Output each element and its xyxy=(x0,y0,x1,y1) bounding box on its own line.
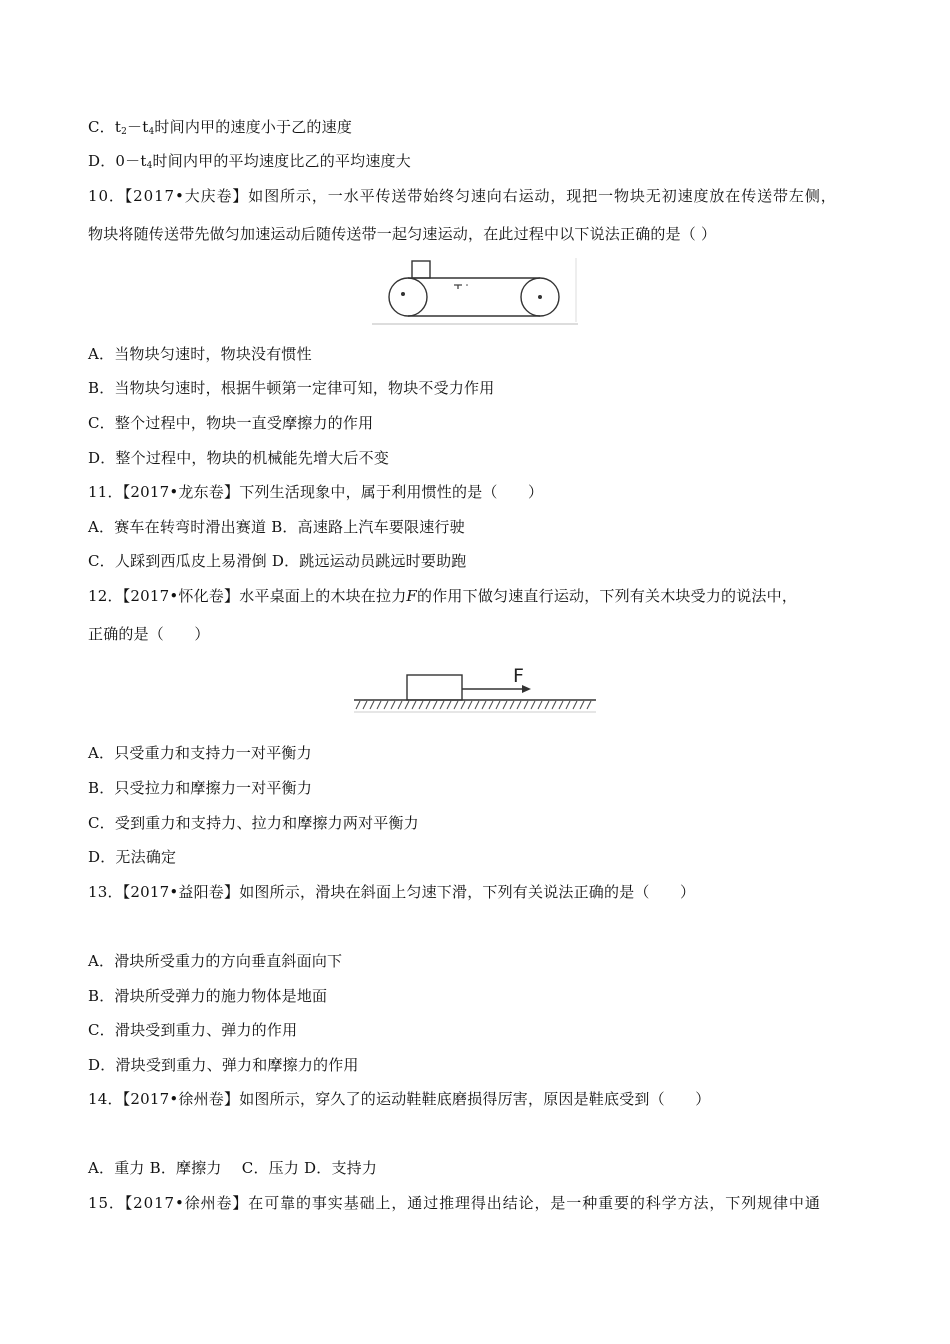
q10-option-d: D．整个过程中，物块的机械能先增大后不变 xyxy=(88,449,390,467)
q12-option-a: A．只受重力和支持力一对平衡力 xyxy=(88,744,312,762)
q13-stem: 13．【2017•益阳卷】如图所示，滑块在斜面上匀速下滑，下列有关说法正确的是（ ） xyxy=(88,883,696,901)
q12-option-d: D．无法确定 xyxy=(88,848,177,866)
q10-option-a: A．当物块匀速时，物块没有惯性 xyxy=(88,345,312,363)
q10-stem-line2: 物块将随传送带先做匀加速运动后随传送带一起匀速运动，在此过程中以下说法正确的是（ ） xyxy=(88,225,717,243)
q10-stem-line1: 10．【2017•大庆卷】如图所示，一水平传送带始终匀速向右运动，现把一物块无初速度放在传送带左侧， xyxy=(88,187,837,205)
q12-stem-line1: 12．【2017•怀化卷】水平桌面上的木块在拉力F的作用下做匀速直行运动，下列有关木块受力的说法中， xyxy=(88,587,798,605)
q11-stem: 11．【2017•龙东卷】下列生活现象中，属于利用惯性的是（ ） xyxy=(88,483,544,501)
q11-options-ab: A．赛车在转弯时滑出赛道 B．高速路上汽车要限速行驶 xyxy=(88,518,465,536)
q12-force-label: F xyxy=(513,665,524,687)
q10-conveyor-belt-figure xyxy=(370,254,580,326)
q9-option-d: D．$0-t_4$时间内甲的平均速度比乙的平均速度大 xyxy=(88,152,411,171)
q14-options: A．重力 B．摩擦力 C．压力 D．支持力 xyxy=(88,1159,378,1177)
q9-option-c: C．$t_2-t_4$时间内甲的速度小于乙的速度 xyxy=(88,118,353,137)
q14-stem: 14．【2017•徐州卷】如图所示，穿久了的运动鞋鞋底磨损得厉害，原因是鞋底受到（ ） xyxy=(88,1090,711,1108)
q11-options-cd: C．人踩到西瓜皮上易滑倒 D．跳远运动员跳远时要助跑 xyxy=(88,552,467,570)
q12-option-c: C．受到重力和支持力、拉力和摩擦力两对平衡力 xyxy=(88,814,419,832)
q15-stem-line1: 15．【2017•徐州卷】在可靠的事实基础上，通过推理得出结论，是一种重要的科学方法，下列规律中通 xyxy=(88,1194,821,1212)
q12-option-b: B．只受拉力和摩擦力一对平衡力 xyxy=(88,779,313,797)
q13-option-c: C．滑块受到重力、弹力的作用 xyxy=(88,1021,298,1039)
q13-option-a: A．滑块所受重力的方向垂直斜面向下 xyxy=(88,952,343,970)
q10-option-c: C．整个过程中，物块一直受摩擦力的作用 xyxy=(88,414,374,432)
q10-option-b: B．当物块匀速时，根据牛顿第一定律可知，物块不受力作用 xyxy=(88,379,495,397)
q12-stem-line2: 正确的是（ ） xyxy=(88,625,210,643)
q13-option-b: B．滑块所受弹力的施力物体是地面 xyxy=(88,987,328,1005)
q12-block-force-figure xyxy=(352,656,598,716)
q13-option-d: D．滑块受到重力、弹力和摩擦力的作用 xyxy=(88,1056,359,1074)
